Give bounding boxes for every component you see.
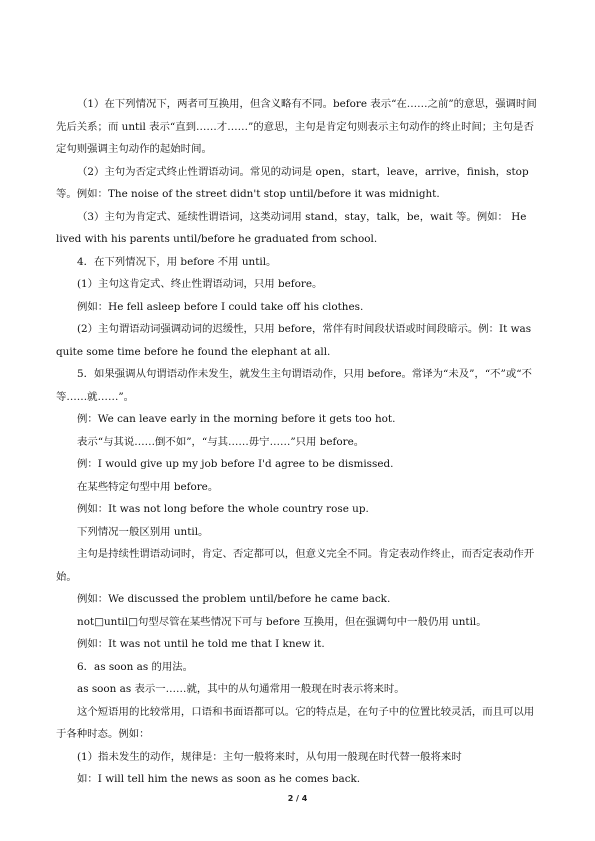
paragraph-21: 这个短语用的比较常用，口语和书面语都可以。它的特点是，在句子中的位置比较灵活，而且可以用于各种时态。例如： bbox=[56, 705, 535, 740]
paragraph-22: (1）指未发生的动作，规律是：主句一般将来时，从句用一般现在时代替一般将来时 bbox=[77, 750, 462, 763]
paragraph-11: 例：I would give up my job before I'd agree to be dismissed. bbox=[77, 458, 394, 470]
page-number: 2 / 4 bbox=[287, 794, 308, 803]
paragraph-3: （3）主句为肯定式、延续性谓语词，这类动词用 stand，stay，talk，be，wait 等。例如： He lived with his parents until/before he graduated from school. bbox=[56, 210, 527, 245]
paragraph-19: 6．as soon as 的用法。 bbox=[77, 660, 194, 673]
document-body bbox=[56, 93, 539, 791]
paragraph-23: 如：I will tell him the news as soon as he comes back. bbox=[77, 773, 361, 785]
paragraph-5: (1）主句这肯定式、终止性谓语动词，只用 before。 bbox=[77, 278, 323, 290]
paragraph-18: 例如：It was not until he told me that I knew it. bbox=[77, 638, 325, 650]
paragraph-7: (2）主句谓语动词强调动词的迟缓性，只用 before，常伴有时间段状语或时间段暗示。例：It was quite some time before he found the elephant at all. bbox=[56, 323, 532, 358]
paragraph-14: 下列情况一般区别用 until。 bbox=[77, 525, 209, 538]
paragraph-9: 例：We can leave early in the morning before it gets too hot. bbox=[77, 413, 396, 425]
paragraph-10: 表示“与其说……倒不如”，“与其……毋宁……”只用 before。 bbox=[77, 435, 365, 448]
paragraph-17: not□until□句型尽管在某些情况下可与 before 互换用，但在强调句中一般仍用 until。 bbox=[77, 615, 487, 628]
paragraph-16: 例如：We discussed the problem until/before he came back. bbox=[77, 593, 391, 605]
paragraph-1: （1）在下列情况下，两者可互换用，但含义略有不同。before 表示“在……之前”的意思，强调时间先后关系；而 until 表示“直到……才……”的意思，主句是肯定句则表示主句动作的终止时间；主句是否定句则强调主句动作的起始时间。 bbox=[56, 98, 537, 155]
paragraph-13: 例如：It was not long before the whole country rose up. bbox=[77, 503, 369, 515]
paragraph-20: as soon as 表示一……就，其中的从句通常用一般现在时表示将来时。 bbox=[77, 683, 405, 695]
paragraph-4: 4．在下列情况下，用 before 不用 until。 bbox=[77, 255, 277, 268]
paragraph-6: 例如：He fell asleep before I could take off his clothes. bbox=[77, 300, 364, 313]
paragraph-12: 在某些特定句型中用 before。 bbox=[77, 480, 219, 493]
paragraph-8: 5．如果强调从句谓语动作未发生，就发生主句谓语动作，只用 before。常译为“未及”，“不”或“不等……就……”。 bbox=[56, 368, 532, 403]
paragraph-2: （2）主句为否定式终止性谓语动词。常见的动词是 open，start，leave，arrive，finish，stop 等。例如：The noise of the street didn't stop until/before it was midnight. bbox=[56, 165, 529, 200]
paragraph-15: 主句是持续性谓语动词时，肯定、否定都可以，但意义完全不同。肯定表动作终止，而否定表动作开始。 bbox=[56, 548, 535, 583]
